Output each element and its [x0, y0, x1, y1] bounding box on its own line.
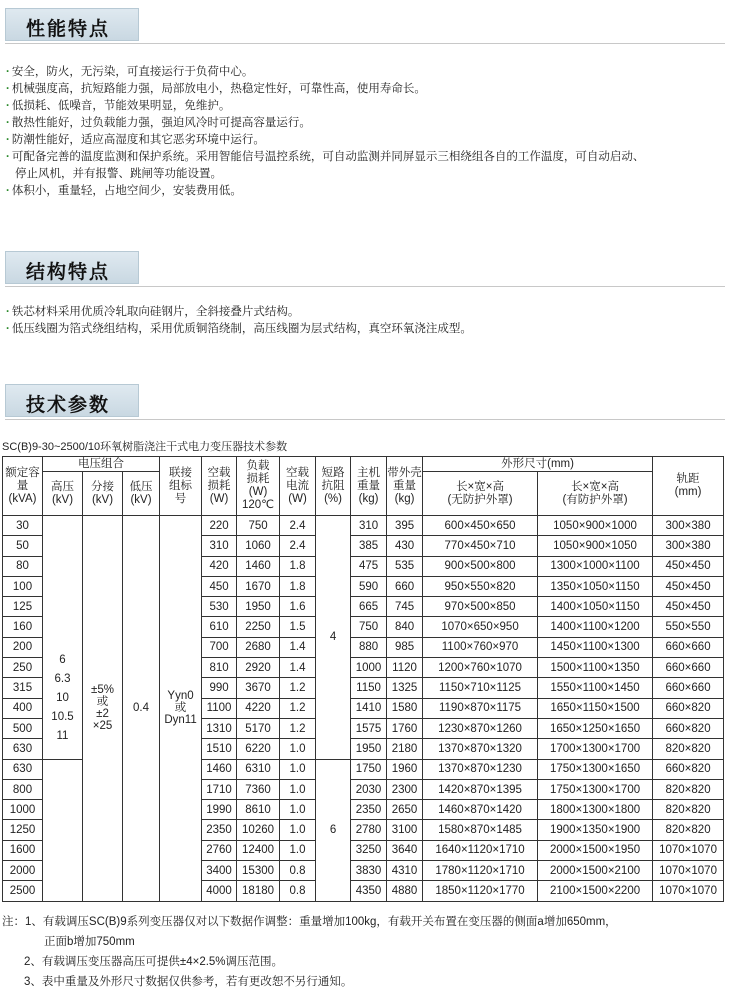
cell-gauge: 1070×1070 [653, 861, 724, 881]
col-main-weight: 主机重量(kg) [351, 457, 387, 516]
cell-main-weight: 3250 [351, 840, 387, 860]
cell-dims-noshell: 770×450×710 [423, 536, 538, 556]
performance-title: 性能特点 [26, 19, 111, 40]
cell-main-weight: 2350 [351, 800, 387, 820]
cell-dims-shell: 1400×1050×1150 [538, 597, 653, 617]
list-item: · 低损耗、低噪音，节能效果明显，免维护。 [6, 100, 231, 112]
cell-shell-weight: 745 [387, 597, 423, 617]
cell-gauge: 820×820 [653, 820, 724, 840]
cell-gauge: 1070×1070 [653, 881, 724, 901]
col-lv: 低压(kV) [123, 472, 160, 516]
cell-gauge: 820×820 [653, 779, 724, 799]
cell-lv-merged: 0.4 [123, 516, 160, 902]
cell-dims-noshell: 1370×870×1320 [423, 739, 538, 759]
cell-noload-loss: 1710 [202, 779, 237, 799]
notes [2, 912, 617, 992]
col-connection: 联接组标号 [160, 457, 202, 516]
cell-main-weight: 1000 [351, 658, 387, 678]
cell-shell-weight: 1960 [387, 759, 423, 779]
performance-title-tab [5, 8, 139, 41]
cell-noload-current: 1.8 [280, 556, 316, 576]
cell-capacity: 50 [3, 536, 43, 556]
cell-load-loss: 18180 [237, 881, 280, 901]
cell-gauge: 1070×1070 [653, 840, 724, 860]
cell-dims-shell: 1350×1050×1150 [538, 576, 653, 596]
cell-dims-noshell: 900×500×800 [423, 556, 538, 576]
cell-hv-empty [43, 759, 83, 901]
col-dimensions: 外形尺寸(mm) [423, 457, 653, 472]
cell-load-loss: 1670 [237, 576, 280, 596]
cell-noload-current: 1.0 [280, 779, 316, 799]
merged-value: 或 [174, 702, 187, 715]
cell-shell-weight: 1580 [387, 698, 423, 718]
cell-load-loss: 3670 [237, 678, 280, 698]
cell-capacity: 1250 [3, 820, 43, 840]
technical-title-tab [5, 384, 139, 417]
col-load-loss: 负载损耗(W) 120℃ [237, 457, 280, 516]
structure-title-tab [5, 251, 139, 284]
cell-shell-weight: 840 [387, 617, 423, 637]
cell-main-weight: 385 [351, 536, 387, 556]
cell-shell-weight: 1325 [387, 678, 423, 698]
table-row [3, 516, 724, 536]
merged-value: 6 [59, 654, 66, 666]
cell-connection-merged [160, 516, 202, 902]
cell-capacity: 630 [3, 739, 43, 759]
cell-dims-shell: 2000×1500×2100 [538, 861, 653, 881]
cell-noload-loss: 2760 [202, 840, 237, 860]
cell-main-weight: 310 [351, 516, 387, 536]
cell-noload-loss: 220 [202, 516, 237, 536]
cell-dims-noshell: 600×450×650 [423, 516, 538, 536]
cell-shell-weight: 2180 [387, 739, 423, 759]
cell-capacity: 80 [3, 556, 43, 576]
cell-dims-shell: 1750×1300×1700 [538, 779, 653, 799]
cell-noload-current: 1.8 [280, 576, 316, 596]
cell-shell-weight: 4880 [387, 881, 423, 901]
cell-dims-noshell: 1200×760×1070 [423, 658, 538, 678]
cell-dims-shell: 1650×1250×1650 [538, 718, 653, 738]
cell-main-weight: 1410 [351, 698, 387, 718]
cell-noload-current: 1.4 [280, 637, 316, 657]
cell-load-loss: 4220 [237, 698, 280, 718]
cell-noload-loss: 420 [202, 556, 237, 576]
cell-gauge: 660×660 [653, 678, 724, 698]
merged-value: 10 [56, 692, 69, 704]
cell-load-loss: 1460 [237, 556, 280, 576]
cell-load-loss: 10260 [237, 820, 280, 840]
cell-noload-current: 1.0 [280, 759, 316, 779]
cell-dims-noshell: 950×550×820 [423, 576, 538, 596]
cell-noload-loss: 1310 [202, 718, 237, 738]
note-3: 3、表中重量及外形尺寸数据仅供参考，若有更改恕不另行通知。 [24, 976, 353, 988]
cell-load-loss: 2250 [237, 617, 280, 637]
cell-dims-noshell: 1100×760×970 [423, 637, 538, 657]
cell-noload-loss: 610 [202, 617, 237, 637]
col-shell-weight: 带外壳重量(kg) [387, 457, 423, 516]
merged-value: 或 [96, 696, 109, 709]
cell-noload-current: 1.2 [280, 678, 316, 698]
cell-dims-noshell: 970×500×850 [423, 597, 538, 617]
cell-dims-shell: 1550×1100×1450 [538, 678, 653, 698]
cell-noload-loss: 700 [202, 637, 237, 657]
col-voltage-group: 电压组合 [43, 457, 160, 472]
list-item: · 防潮性能好，适应高湿度和其它恶劣环境中运行。 [6, 134, 265, 146]
cell-noload-current: 1.0 [280, 800, 316, 820]
cell-capacity: 200 [3, 637, 43, 657]
divider [5, 286, 725, 287]
cell-shell-weight: 430 [387, 536, 423, 556]
note-1-continuation: 正面b增加750mm [44, 936, 135, 948]
table-title: SC(B)9-30~2500/10环氧树脂浇注干式电力变压器技术参数 [2, 441, 288, 453]
cell-dims-noshell: 1230×870×1260 [423, 718, 538, 738]
cell-dims-shell: 1050×900×1000 [538, 516, 653, 536]
cell-shell-weight: 2650 [387, 800, 423, 820]
cell-capacity: 30 [3, 516, 43, 536]
cell-dims-noshell: 1190×870×1175 [423, 698, 538, 718]
list-item: · 散热性能好，过负载能力强，强迫风冷时可提高容量运行。 [6, 117, 311, 129]
cell-noload-loss: 310 [202, 536, 237, 556]
cell-noload-loss: 530 [202, 597, 237, 617]
cell-noload-current: 1.2 [280, 698, 316, 718]
col-dims-noshell: 长×宽×高 (无防护外罩) [423, 472, 538, 516]
list-item: · 可配备完善的温度监测和保护系统。采用智能信号温控系统，可自动监测并同屏显示三相绕组各自的工作温度，可自动启动、 [6, 151, 645, 163]
cell-capacity: 1600 [3, 840, 43, 860]
cell-dims-noshell: 1370×870×1230 [423, 759, 538, 779]
cell-impedance-merged: 4 [316, 516, 351, 760]
list-item: · 铁芯材料采用优质冷轧取向硅钢片，全斜接叠片式结构。 [6, 306, 300, 318]
cell-noload-loss: 1460 [202, 759, 237, 779]
cell-main-weight: 750 [351, 617, 387, 637]
cell-capacity: 250 [3, 658, 43, 678]
cell-main-weight: 3830 [351, 861, 387, 881]
cell-shell-weight: 4310 [387, 861, 423, 881]
cell-capacity: 160 [3, 617, 43, 637]
cell-gauge: 660×820 [653, 718, 724, 738]
cell-dims-shell: 1800×1300×1800 [538, 800, 653, 820]
cell-capacity: 2000 [3, 861, 43, 881]
cell-capacity: 125 [3, 597, 43, 617]
cell-capacity: 315 [3, 678, 43, 698]
cell-main-weight: 4350 [351, 881, 387, 901]
cell-dims-shell: 1500×1100×1350 [538, 658, 653, 678]
col-noload-loss: 空载损耗(W) [202, 457, 237, 516]
list-item-continuation: 停止风机，并有报警、跳闸等功能设置。 [15, 168, 222, 180]
cell-noload-current: 1.0 [280, 739, 316, 759]
cell-load-loss: 12400 [237, 840, 280, 860]
col-dims-shell: 长×宽×高 (有防护外罩) [538, 472, 653, 516]
col-tap: 分接(kV) [83, 472, 123, 516]
cell-hv-merged [43, 516, 83, 760]
cell-capacity: 1000 [3, 800, 43, 820]
cell-noload-loss: 3400 [202, 861, 237, 881]
cell-dims-noshell: 1850×1120×1770 [423, 881, 538, 901]
cell-main-weight: 475 [351, 556, 387, 576]
merged-value: 10.5 [51, 711, 74, 723]
cell-load-loss: 750 [237, 516, 280, 536]
structure-title: 结构特点 [26, 262, 111, 283]
cell-dims-shell: 2000×1500×1950 [538, 840, 653, 860]
technical-title: 技术参数 [26, 395, 111, 416]
cell-shell-weight: 3640 [387, 840, 423, 860]
cell-gauge: 450×450 [653, 556, 724, 576]
cell-dims-noshell: 1070×650×950 [423, 617, 538, 637]
cell-dims-noshell: 1640×1120×1710 [423, 840, 538, 860]
cell-dims-noshell: 1460×870×1420 [423, 800, 538, 820]
col-gauge: 轨距(mm) [653, 457, 724, 516]
performance-list [6, 64, 736, 200]
cell-load-loss: 7360 [237, 779, 280, 799]
cell-load-loss: 5170 [237, 718, 280, 738]
cell-dims-noshell: 1150×710×1125 [423, 678, 538, 698]
cell-load-loss: 2680 [237, 637, 280, 657]
cell-shell-weight: 2300 [387, 779, 423, 799]
cell-capacity: 630 [3, 759, 43, 779]
cell-noload-current: 1.6 [280, 597, 316, 617]
cell-shell-weight: 1120 [387, 658, 423, 678]
cell-noload-current: 0.8 [280, 861, 316, 881]
cell-dims-noshell: 1780×1120×1710 [423, 861, 538, 881]
cell-noload-loss: 450 [202, 576, 237, 596]
divider [5, 43, 725, 44]
cell-capacity: 2500 [3, 881, 43, 901]
cell-gauge: 300×380 [653, 516, 724, 536]
cell-shell-weight: 535 [387, 556, 423, 576]
cell-noload-current: 1.0 [280, 820, 316, 840]
cell-shell-weight: 1760 [387, 718, 423, 738]
cell-dims-shell: 1450×1100×1300 [538, 637, 653, 657]
cell-dims-noshell: 1420×870×1395 [423, 779, 538, 799]
cell-noload-loss: 1510 [202, 739, 237, 759]
col-impedance: 短路抗阻(%) [316, 457, 351, 516]
cell-noload-loss: 1100 [202, 698, 237, 718]
list-item: · 机械强度高，抗短路能力强，局部放电小，热稳定性好，可靠性高，使用寿命长。 [6, 83, 426, 95]
cell-noload-current: 2.4 [280, 516, 316, 536]
cell-noload-loss: 990 [202, 678, 237, 698]
cell-gauge: 660×660 [653, 658, 724, 678]
cell-noload-current: 0.8 [280, 881, 316, 901]
cell-gauge: 660×660 [653, 637, 724, 657]
merged-value: 6.3 [54, 673, 71, 685]
cell-load-loss: 2920 [237, 658, 280, 678]
cell-capacity: 100 [3, 576, 43, 596]
cell-dims-shell: 1700×1300×1700 [538, 739, 653, 759]
merged-value: 11 [56, 730, 69, 742]
cell-main-weight: 1950 [351, 739, 387, 759]
merged-value: Dyn11 [164, 714, 197, 727]
cell-dims-shell: 1400×1100×1200 [538, 617, 653, 637]
cell-gauge: 820×820 [653, 739, 724, 759]
cell-load-loss: 8610 [237, 800, 280, 820]
cell-dims-shell: 1750×1300×1650 [538, 759, 653, 779]
cell-main-weight: 2780 [351, 820, 387, 840]
cell-shell-weight: 985 [387, 637, 423, 657]
merged-value: ±5% [91, 684, 114, 697]
merged-value: ±2 [96, 708, 109, 721]
cell-noload-current: 1.2 [280, 718, 316, 738]
cell-gauge: 300×380 [653, 536, 724, 556]
cell-noload-loss: 2350 [202, 820, 237, 840]
cell-dims-shell: 1050×900×1050 [538, 536, 653, 556]
cell-main-weight: 880 [351, 637, 387, 657]
cell-noload-current: 2.4 [280, 536, 316, 556]
cell-noload-current: 1.0 [280, 840, 316, 860]
list-item: · 安全，防火，无污染，可直接运行于负荷中心。 [6, 66, 254, 78]
cell-noload-current: 1.5 [280, 617, 316, 637]
cell-gauge: 660×820 [653, 698, 724, 718]
merged-value: Yyn0 [167, 690, 194, 703]
cell-tap-merged [83, 516, 123, 902]
cell-noload-loss: 1990 [202, 800, 237, 820]
col-noload-current: 空载电流(W) [280, 457, 316, 516]
cell-gauge: 450×450 [653, 576, 724, 596]
note-2: 2、有载调压变压器高压可提供±4×2.5%调压范围。 [24, 956, 284, 968]
cell-main-weight: 665 [351, 597, 387, 617]
performance-header [5, 8, 725, 46]
cell-shell-weight: 3100 [387, 820, 423, 840]
cell-load-loss: 6220 [237, 739, 280, 759]
cell-gauge: 660×820 [653, 759, 724, 779]
cell-noload-loss: 810 [202, 658, 237, 678]
divider [5, 419, 725, 420]
cell-gauge: 450×450 [653, 597, 724, 617]
cell-capacity: 400 [3, 698, 43, 718]
list-item: · 低压线圈为箔式绕组结构，采用优质铜箔绕制，高压线圈为层式结构，真空环氧浇注成型。 [6, 323, 472, 335]
cell-dims-shell: 2100×1500×2200 [538, 881, 653, 901]
cell-main-weight: 1575 [351, 718, 387, 738]
cell-main-weight: 590 [351, 576, 387, 596]
cell-dims-shell: 1300×1000×1100 [538, 556, 653, 576]
cell-main-weight: 1150 [351, 678, 387, 698]
cell-noload-current: 1.4 [280, 658, 316, 678]
cell-load-loss: 1060 [237, 536, 280, 556]
cell-shell-weight: 660 [387, 576, 423, 596]
col-capacity: 额定容量(kVA) [3, 457, 43, 516]
cell-load-loss: 15300 [237, 861, 280, 881]
cell-dims-noshell: 1580×870×1485 [423, 820, 538, 840]
cell-dims-shell: 1900×1350×1900 [538, 820, 653, 840]
structure-header [5, 251, 725, 289]
cell-main-weight: 1750 [351, 759, 387, 779]
col-hv: 高压(kV) [43, 472, 83, 516]
cell-gauge: 550×550 [653, 617, 724, 637]
cell-gauge: 820×820 [653, 800, 724, 820]
note-1: 注：1、有载调压SC(B)9系列变压器仅对以下数据作调整：重量增加100kg，有载开关布置在变压器的侧面a增加650mm， [2, 916, 617, 928]
cell-main-weight: 2030 [351, 779, 387, 799]
cell-load-loss: 1950 [237, 597, 280, 617]
spec-table [2, 456, 724, 902]
merged-value: ×25 [92, 720, 113, 733]
cell-impedance-merged: 6 [316, 759, 351, 901]
list-item: · 体积小，重量轻，占地空间少，安装费用低。 [6, 185, 242, 197]
technical-header [5, 384, 725, 422]
structure-list [6, 304, 736, 338]
cell-load-loss: 6310 [237, 759, 280, 779]
cell-capacity: 500 [3, 718, 43, 738]
cell-noload-loss: 4000 [202, 881, 237, 901]
cell-capacity: 800 [3, 779, 43, 799]
cell-dims-shell: 1650×1150×1500 [538, 698, 653, 718]
cell-shell-weight: 395 [387, 516, 423, 536]
